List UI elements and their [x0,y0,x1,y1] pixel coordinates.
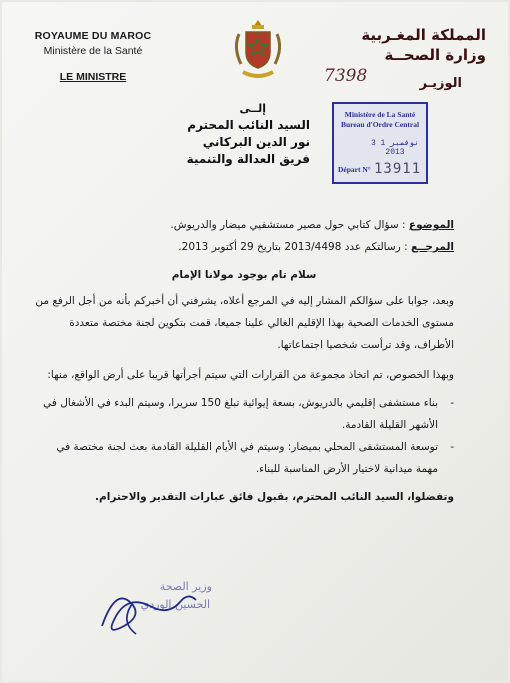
salutation: سلام تام بوجود مولانا الإمام [171,269,317,281]
closing-line: وتفضلوا، السيد النائب المحترم، بقبول فائق عبارات التقدير والاحترام. [95,491,454,503]
stamp-depart-label: Départ N° [338,165,371,174]
recipient-group: فريق العدالة والتنمية [186,152,310,166]
recipient-name: نور الدين البركاني [202,135,310,149]
reference-label: المرجــع [410,241,454,253]
subject-label: الموضوع [408,219,454,231]
subject-text: : سؤال كتابي حول مصير مستشفيي ميضار والدريوش. [170,219,406,231]
ministry-ar: وزارة الصحــة [384,46,486,64]
minister-ar: الوزيـر [419,76,462,91]
french-letterhead [28,30,158,83]
bullet-dash-icon: - [450,441,454,453]
letter-body [34,214,454,508]
recipient-title: السيد النائب المحترم [187,118,310,132]
letter-page [2,2,508,681]
stamp-line-2: Bureau d'Ordre Central [340,120,420,129]
stamp-line-1: Ministère de La Santé [344,110,416,119]
paragraph-1: وبعد، جوابا على سؤالكم المشار إليه في المرجع أعلاه، يشرفني أن أخبركم بأنه من أجل الرفع من مستوى الخدمات الصحية بهذا الإقليم الغالي علينا جميعا، قمت بتكوين لجنة مختصة متعددة الأطراف، وقد ترأست شخصيا اجتماعاتها. [35,295,454,351]
signature-stamp-line-1: وزير الصحة [159,580,212,593]
stamp-date: 3 1 نوفمبر 2013 [370,139,420,157]
recipient-to: إلــى [239,102,266,115]
subject-line [34,214,454,236]
minister-signature [92,574,222,644]
registry-stamp [332,102,428,184]
reference-text: : رسالتكم عدد 2013/4498 بتاريخ 29 أكتوبر 2013. [178,241,408,253]
stamp-number: 13911 [374,161,422,177]
bullet-dash-icon: - [450,397,454,409]
recipient-block [187,102,310,166]
bullet-item-1 [34,392,454,436]
royal-emblem-icon [229,16,287,82]
ministry-fr: Ministère de la Santé [43,45,143,57]
reference-line [34,236,454,258]
signature-stamp-line-2: الحسين الوردي [140,598,210,611]
minister-fr: LE MINISTRE [59,71,127,83]
kingdom-ar: المملكة المغـربية [361,26,486,44]
paragraph-2: وبهذا الخصوص، تم اتخاذ مجموعة من القرارات التي سيتم أجرأتها قريبا على أرض الواقع، منها: [47,369,454,381]
handwritten-registration-number: 7398 [324,66,368,86]
bullet-item-2 [34,436,454,480]
bullet-text-2: توسعة المستشفى المحلي بميضار: وسيتم في الأيام القليلة القادمة بعث لجنة مختصة في مهمة ميدانية لاختيار الأرض المناسبة للبناء. [56,441,438,475]
kingdom-fr: ROYAUME DU MAROC [34,30,152,42]
bullet-text-1: بناء مستشفى إقليمي بالدريوش، بسعة إيوائية تبلغ 150 سريرا، وسيتم البدء في الأشغال في الأشهر القليلة القادمة. [43,397,438,431]
